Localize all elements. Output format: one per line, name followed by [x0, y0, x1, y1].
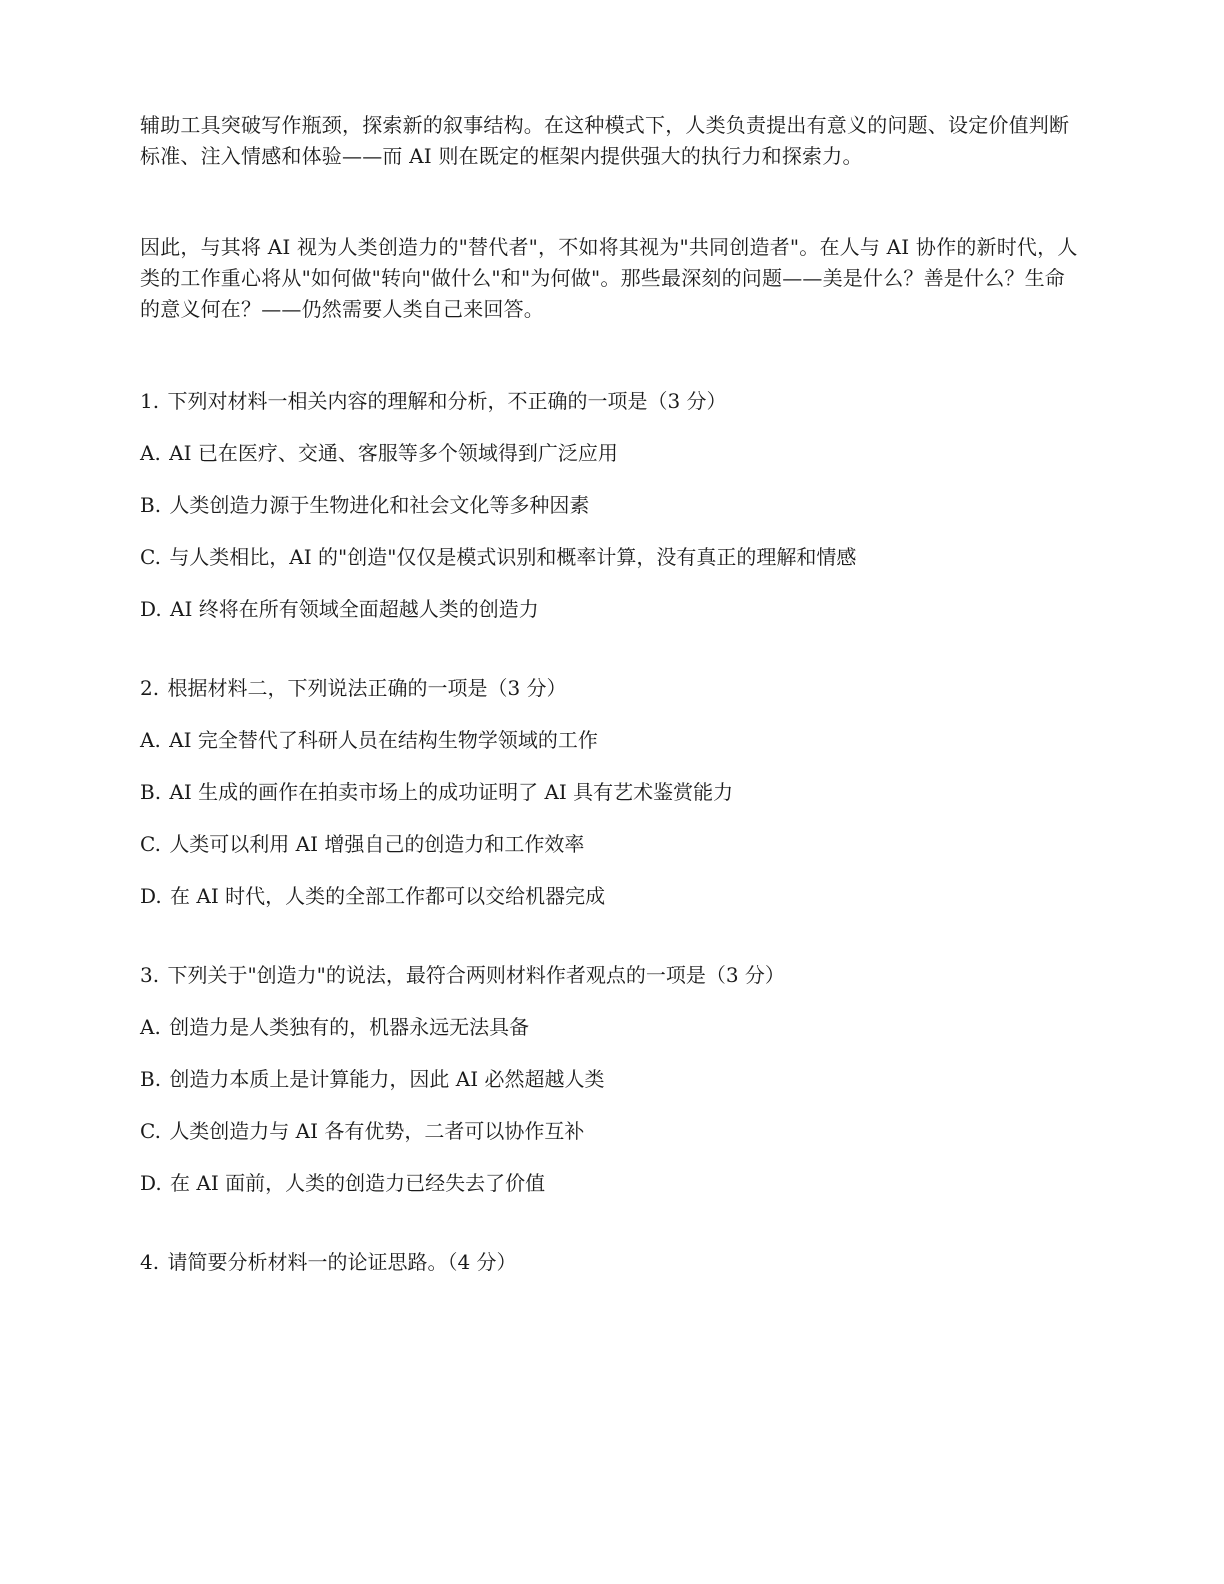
option-a: [140, 726, 1080, 754]
option-d: [140, 882, 1080, 910]
option-text: 创造力是人类独有的，机器永远无法具备: [169, 1015, 530, 1039]
question-stem: [140, 1248, 1080, 1276]
option-text: 人类创造力源于生物进化和社会文化等多种因素: [169, 493, 590, 517]
option-a: [140, 1013, 1080, 1041]
option-letter: C.: [140, 1119, 161, 1143]
question-list: [140, 387, 1080, 1276]
question-number: 1.: [140, 389, 160, 413]
option-letter: B.: [140, 493, 162, 517]
option-c: [140, 543, 1080, 571]
question-number: 2.: [140, 676, 160, 700]
option-text: 与人类相比，AI 的"创造"仅仅是模式识别和概率计算，没有真正的理解和情感: [169, 545, 857, 569]
body-paragraph: 辅助工具突破写作瓶颈，探索新的叙事结构。在这种模式下，人类负责提出有意义的问题、设定价值判断标准、注入情感和体验——而 AI 则在既定的框架内提供强大的执行力和探索力。: [140, 113, 1070, 168]
option-letter: D.: [140, 884, 162, 908]
option-letter: C.: [140, 832, 161, 856]
option-letter: A.: [140, 441, 161, 465]
question-text: 根据材料二，下列说法正确的一项是（3 分）: [167, 676, 567, 700]
option-d: [140, 595, 1080, 623]
question-stem: [140, 387, 1080, 415]
option-text: AI 完全替代了科研人员在结构生物学领域的工作: [169, 728, 598, 752]
question-text: 下列对材料一相关内容的理解和分析，不正确的一项是（3 分）: [167, 389, 727, 413]
option-letter: D.: [140, 1171, 162, 1195]
document-page: [140, 110, 1080, 1327]
option-letter: B.: [140, 780, 162, 804]
option-text: 人类可以利用 AI 增强自己的创造力和工作效率: [169, 832, 585, 856]
body-paragraph: 因此，与其将 AI 视为人类创造力的"替代者"，不如将其视为"共同创造者"。在人与 AI 协作的新时代，人类的工作重心将从"如何做"转向"做什么"和"为何做"。那些最深刻的问题——美是什么？善是什么？生命的意义何在？——仍然需要人类自己来回答。: [140, 235, 1078, 321]
option-a: [140, 439, 1080, 467]
option-b: [140, 491, 1080, 519]
option-text: 人类创造力与 AI 各有优势，二者可以协作互补: [169, 1119, 585, 1143]
option-text: 创造力本质上是计算能力，因此 AI 必然超越人类: [169, 1067, 605, 1091]
question-number: 3.: [140, 963, 160, 987]
option-b: [140, 1065, 1080, 1093]
option-text: AI 终将在所有领域全面超越人类的创造力: [170, 597, 539, 621]
question-text: 请简要分析材料一的论证思路。（4 分）: [167, 1250, 517, 1274]
option-text: 在 AI 时代，人类的全部工作都可以交给机器完成: [170, 884, 606, 908]
question-stem: [140, 961, 1080, 989]
question-4: [140, 1248, 1080, 1276]
option-b: [140, 778, 1080, 806]
option-text: AI 已在医疗、交通、客服等多个领域得到广泛应用: [169, 441, 618, 465]
option-letter: D.: [140, 597, 162, 621]
question-1: [140, 387, 1080, 623]
question-stem: [140, 674, 1080, 702]
option-text: 在 AI 面前，人类的创造力已经失去了价值: [170, 1171, 546, 1195]
question-2: [140, 674, 1080, 910]
option-c: [140, 830, 1080, 858]
option-d: [140, 1169, 1080, 1197]
option-letter: B.: [140, 1067, 162, 1091]
option-letter: A.: [140, 1015, 161, 1039]
option-c: [140, 1117, 1080, 1145]
question-number: 4.: [140, 1250, 160, 1274]
question-text: 下列关于"创造力"的说法，最符合两则材料作者观点的一项是（3 分）: [167, 963, 785, 987]
option-letter: A.: [140, 728, 161, 752]
option-text: AI 生成的画作在拍卖市场上的成功证明了 AI 具有艺术鉴赏能力: [169, 780, 734, 804]
option-letter: C.: [140, 545, 161, 569]
question-3: [140, 961, 1080, 1197]
